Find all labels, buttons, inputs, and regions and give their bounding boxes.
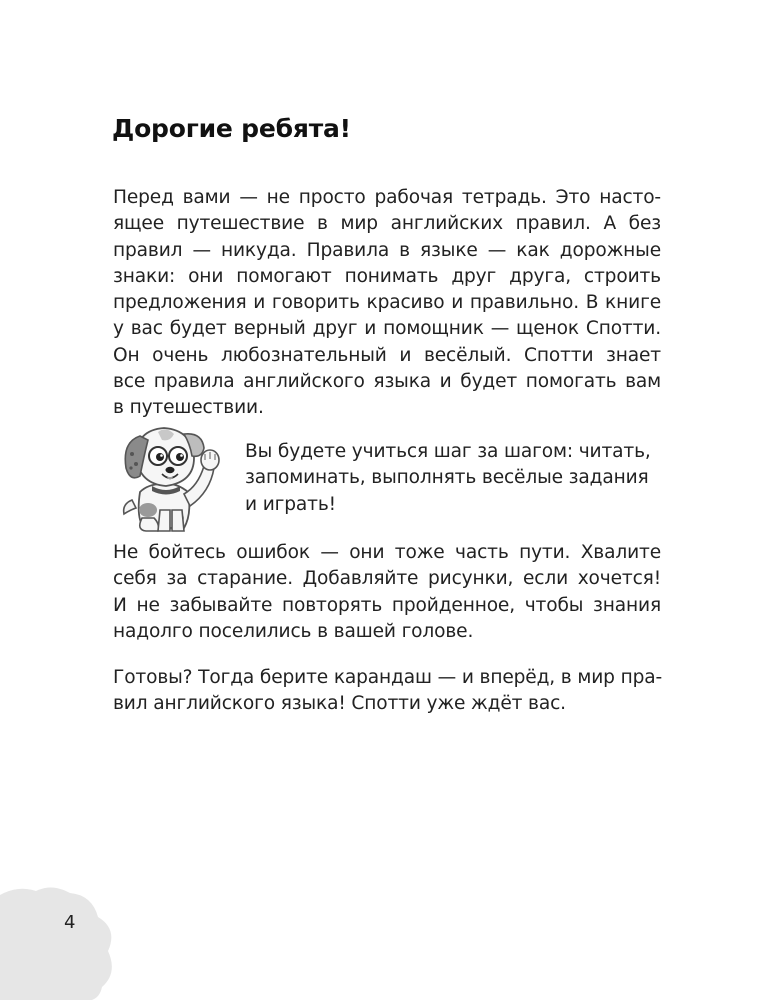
dog-paragraph bbox=[245, 439, 665, 518]
mistakes-line: Не бойтесь ошибок — они тоже часть пути. Хвалите bbox=[113, 542, 661, 563]
intro-line: у вас будет верный друг и помощник — щенок Спотти. bbox=[113, 318, 661, 340]
cloud-icon bbox=[0, 885, 120, 1000]
page-title: Дорогие ребята! bbox=[112, 114, 351, 143]
mistakes-line: себя за старание. Добавляйте рисунки, если хочется! bbox=[113, 568, 661, 590]
mistakes-line: надолго поселились в вашей голове. bbox=[113, 620, 474, 642]
intro-line: предложения и говорить красиво и правильно. В книге bbox=[113, 292, 661, 314]
dog-line: запоминать, выполнять весёлые задания bbox=[245, 467, 649, 489]
intro-line: все правила английского языка и будет помогать вам bbox=[113, 371, 661, 393]
ready-paragraph bbox=[113, 665, 661, 718]
intro-line: ящее путешествие в мир английских правил. А без bbox=[113, 213, 661, 235]
dog-line: Вы будете учиться шаг за шагом: читать, bbox=[245, 441, 651, 462]
ready-line: вил английского языка! Спотти уже ждёт вас. bbox=[113, 693, 566, 715]
intro-line: в путешествии. bbox=[113, 397, 264, 419]
mistakes-paragraph bbox=[113, 540, 661, 645]
intro-line: Перед вами — не просто рабочая тетрадь. Это насто- bbox=[113, 187, 661, 208]
mistakes-line: И не забывайте повторять пройденное, чтобы знания bbox=[113, 594, 661, 616]
page-number: 4 bbox=[64, 912, 76, 933]
intro-paragraph bbox=[113, 185, 661, 422]
intro-line: Он очень любознательный и весёлый. Спотти знает bbox=[113, 344, 661, 366]
dog-line: и играть! bbox=[245, 493, 336, 515]
puppy-mascot-icon bbox=[118, 418, 230, 536]
intro-line: правил — никуда. Правила в языке — как дорожные bbox=[113, 239, 661, 261]
intro-line: знаки: они помогают понимать друг друга, строить bbox=[113, 265, 661, 287]
ready-line: Готовы? Тогда берите карандаш — и вперёд, в мир пра- bbox=[113, 667, 663, 688]
